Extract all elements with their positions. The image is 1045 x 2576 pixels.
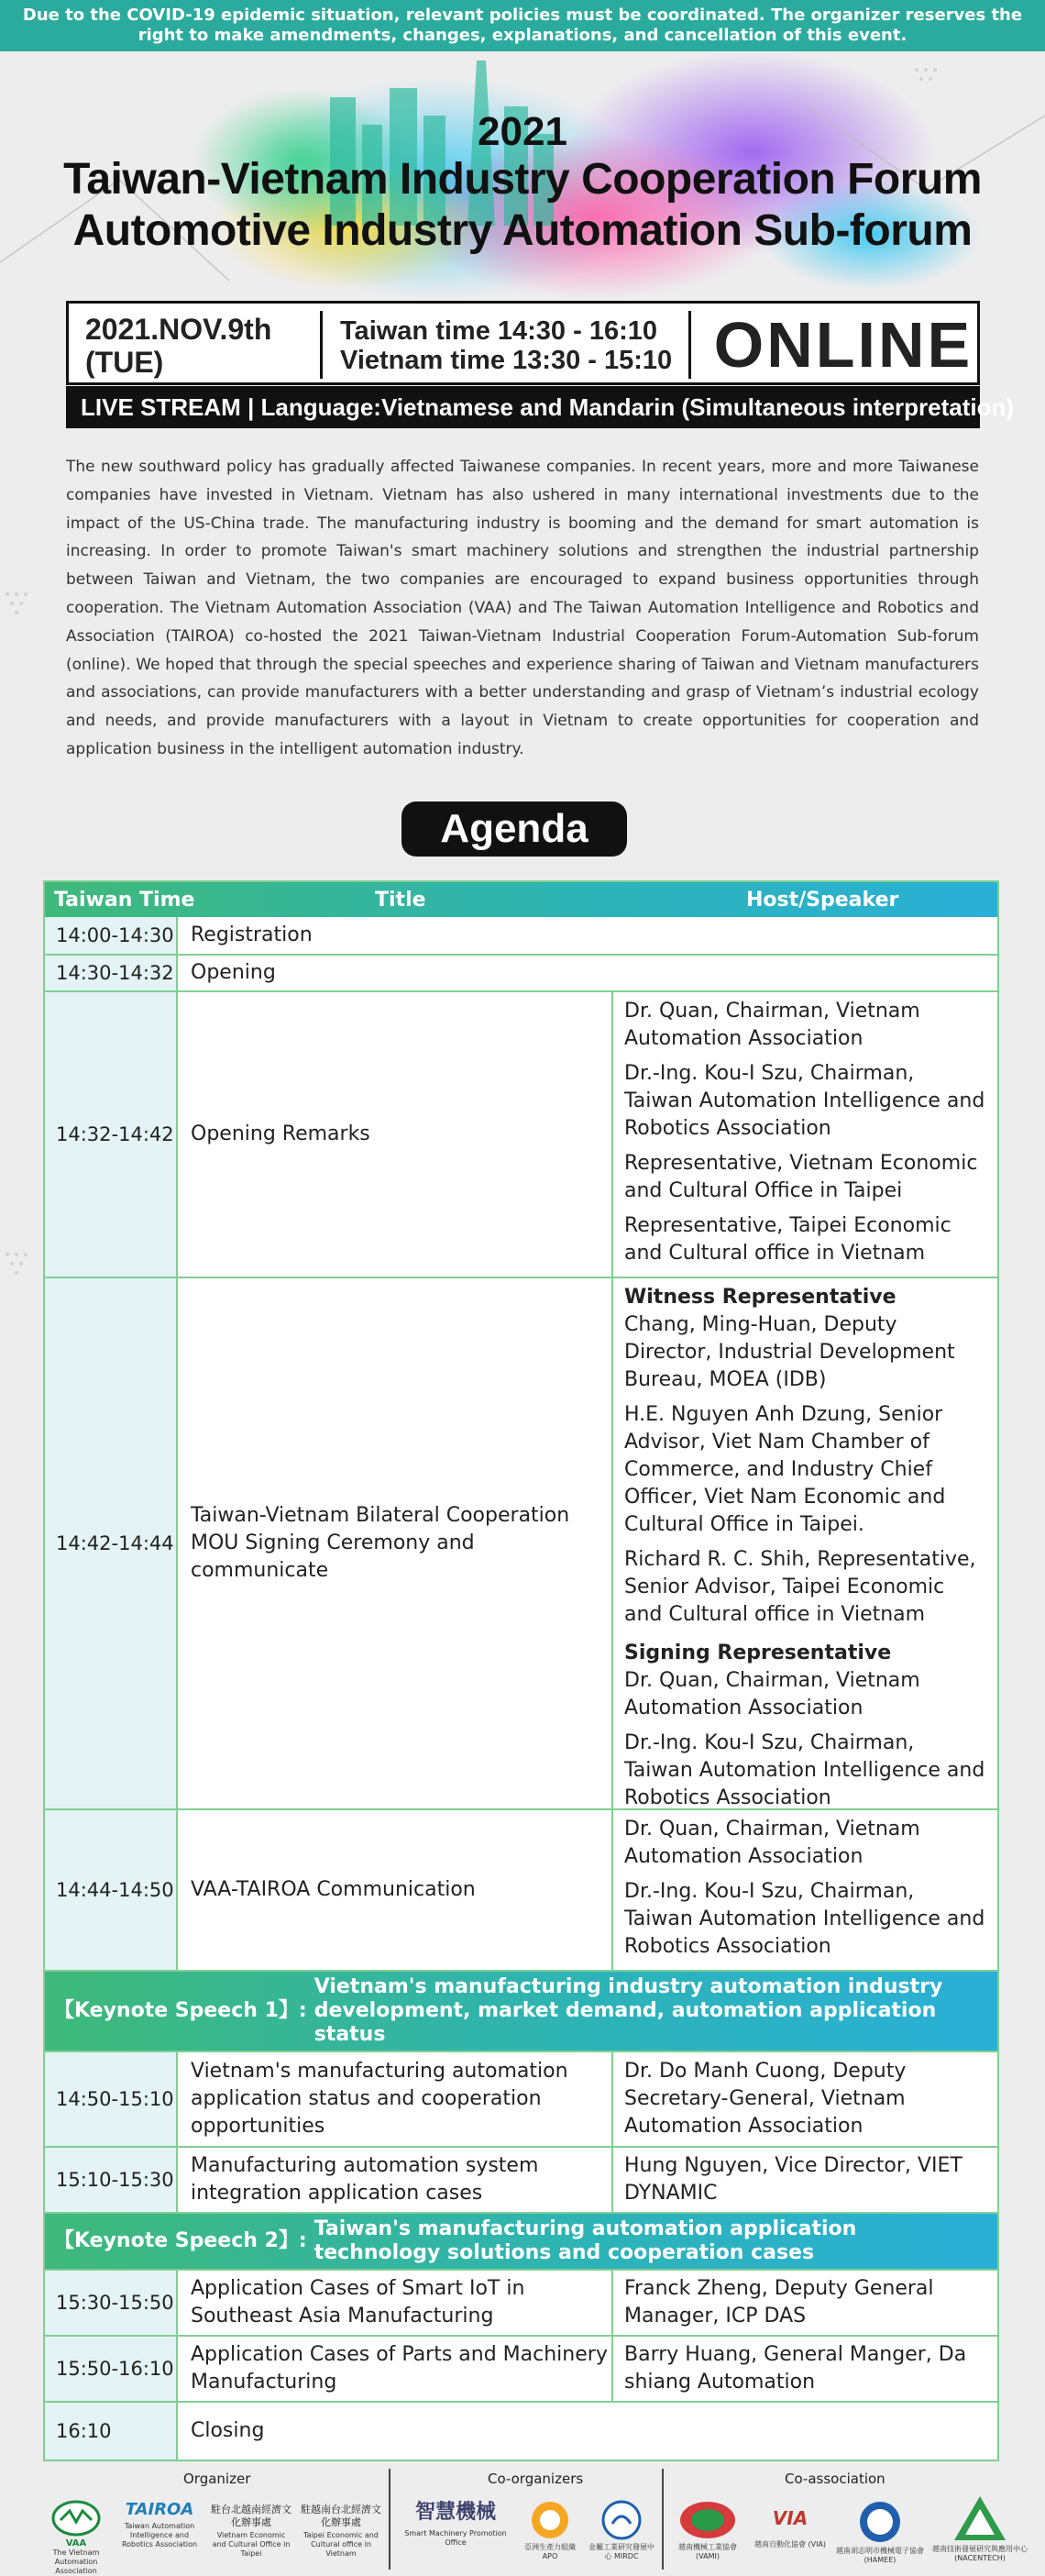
- via-logo: [754, 2500, 827, 2549]
- table-row: [45, 990, 997, 1277]
- mirdc-logo: [587, 2500, 656, 2561]
- speaker: Barry Huang, General Manger, Da shiang Automation: [624, 2343, 967, 2394]
- event-title: [0, 110, 1045, 257]
- row-speakers: [611, 2052, 997, 2146]
- smart-machinery-logo: [398, 2500, 513, 2548]
- table-row: [45, 2269, 997, 2335]
- event-times: [340, 316, 725, 375]
- tairoa-abbr: TAIROA: [125, 2500, 194, 2519]
- agenda-heading: Agenda: [402, 802, 627, 857]
- nacentech-caption: 越南技術發展研究與應用中心 (NACENTECH): [932, 2545, 1028, 2562]
- row-title: Application Cases of Smart IoT in Southeast Asia Manufacturing: [178, 2271, 611, 2335]
- row-title: Taiwan-Vietnam Bilateral Cooperation MOU Signing Ceremony and communicate: [178, 1278, 611, 1808]
- keynote-2-label: 【Keynote Speech 2】:: [54, 2229, 307, 2252]
- speaker: Dr. Quan, Chairman, Vietnam Automation Association: [624, 1669, 920, 1719]
- hamee-caption: 越南胡志明市機械電子協會 (HAMEE): [836, 2547, 924, 2564]
- organizer-title: Organizer: [183, 2471, 251, 2487]
- via-abbr: VIA: [772, 2507, 808, 2529]
- coorganizer-title: Co-organizers: [488, 2471, 584, 2487]
- speaker: Representative, Vietnam Economic and Cultural Office in Taipei: [624, 1152, 978, 1202]
- veco-caption: Vietnam Economic and Cultural Office in Taipei: [212, 2531, 291, 2558]
- vietnam-time: Vietnam time 13:30 - 15:10: [340, 346, 673, 375]
- notice-text: Due to the COVID-19 epidemic situation, relevant policies must be coordinated. The organizer reserves the right to make amendments, changes, explanations, and cancellation of this event.: [22, 6, 1023, 45]
- row-time: 15:10-15:30: [45, 2148, 178, 2212]
- tairoa-caption: Taiwan Automation Intelligence and Robotics Association: [121, 2522, 198, 2548]
- speaker: Dr.-Ing. Kou-I Szu, Chairman, Taiwan Automation Intelligence and Robotics Association: [624, 1062, 985, 1140]
- dot-pattern: [0, 587, 55, 642]
- row-time: 16:10: [45, 2403, 178, 2460]
- row-title: Closing: [178, 2403, 997, 2460]
- keynote-2-banner: [45, 2212, 997, 2269]
- intro-paragraph: The new southward policy has gradually affected Taiwanese companies. In recent years, more and more Taiwanese companies have invested in Vietnam. Vietnam has also ushered in many international investments due to the impact of the US-China trade. The manufacturing industry is booming and the demand for smart automation is increasing. In order to promote Taiwan's smart machinery solutions and strengthen the industrial partnership between Taiwan and Vietnam, the two companies are encouraged to expand business opportunities through cooperation. The Vietnam Automation Association (VAA) and The Taiwan Automation Intelligence and Robotics and Association (TAIROA) co-hosted the 2021 Taiwan-Vietnam Industrial Cooperation Forum-Automation Sub-forum (online). We hoped that through the special speeches and experience sharing of Taiwan and Vietnam manufacturers and associations, can provide manufacturers with a better understanding and grasp of Vietnam’s industrial ecology and needs, and provide manufacturers with a layout in Vietnam to create opportunities for cooperation and application business in the intelligent automation industry.: [66, 458, 979, 758]
- taiwan-time: Taiwan time 14:30 - 16:10: [340, 316, 658, 346]
- row-title: Opening: [178, 956, 997, 990]
- keynote-1-banner: [45, 1970, 997, 2051]
- via-caption: 越南自動化協會 (VIA): [754, 2540, 827, 2548]
- footer-divider: [389, 2469, 390, 2570]
- smart-machinery-caption: Smart Machinery Promotion Office: [404, 2529, 507, 2547]
- row-speakers: [611, 2148, 997, 2212]
- row-time: 14:00-14:30: [45, 917, 178, 954]
- vaa-abbr: VAA: [65, 2538, 87, 2548]
- nacentech-logo: [931, 2494, 1028, 2563]
- teco-caption: Taipei Economic and Cultural office in Vietnam: [303, 2531, 379, 2558]
- apo-logo-icon: [530, 2500, 570, 2540]
- livestream-bar: LIVE STREAM | Language:Vietnamese and Mandarin (Simultaneous interpretation): [66, 386, 980, 428]
- footer-divider: [662, 2469, 664, 2570]
- info-divider: [688, 311, 691, 379]
- row-speakers: [611, 2337, 997, 2401]
- row-title: Vietnam's manufacturing automation application status and cooperation opportunities: [178, 2052, 611, 2146]
- keynote-1-topic: Vietnam's manufacturing industry automation industry development, market demand, automation application status: [314, 1975, 943, 2046]
- table-header: [45, 882, 997, 917]
- table-row: [45, 917, 997, 954]
- teco-abbr: 駐越南台北經濟文化辦事處: [301, 2504, 381, 2528]
- column-title: Title: [375, 889, 426, 912]
- event-date-block: [85, 313, 333, 379]
- hamee-logo: [834, 2500, 926, 2565]
- signing-heading: Signing Representative: [624, 1642, 892, 1664]
- vaa-logo: [46, 2500, 106, 2576]
- speaker: Chang, Ming-Huan, Deputy Director, Industrial Development Bureau, MOEA (IDB): [624, 1313, 955, 1391]
- row-title: Manufacturing automation system integration application cases: [178, 2148, 611, 2212]
- table-row: [45, 1808, 997, 1970]
- event-weekday: (TUE): [85, 346, 164, 379]
- row-title: Registration: [178, 917, 997, 954]
- row-time: 14:44-14:50: [45, 1810, 178, 1970]
- event-info-box: [66, 301, 980, 385]
- online-label: ONLINE: [713, 309, 974, 381]
- speaker: Dr. Do Manh Cuong, Deputy Secretary-General, Vietnam Automation Association: [624, 2060, 907, 2138]
- notice-bar: [0, 0, 1045, 51]
- speaker: H.E. Nguyen Anh Dzung, Senior Advisor, Viet Nam Chamber of Commerce, and Industry Chief Officer, Viet Nam Economic and Cultural Office in Taipei.: [624, 1403, 946, 1536]
- title-line-1: Taiwan-Vietnam Industry Cooperation Forum: [63, 155, 982, 204]
- witness-heading: Witness Representative: [624, 1286, 896, 1309]
- agenda-table: [43, 880, 999, 2461]
- column-speaker: Host/Speaker: [746, 889, 899, 912]
- table-row: [45, 2335, 997, 2401]
- hamee-logo-icon: [858, 2500, 902, 2544]
- row-speakers: [611, 992, 997, 1277]
- mirdc-caption: 金屬工業研究發展中心 MIRDC: [588, 2543, 654, 2560]
- keynote-2-topic: Taiwan's manufacturing automation application technology solutions and cooperation cases: [314, 2217, 857, 2264]
- row-speakers: [611, 1278, 997, 1808]
- row-title: Opening Remarks: [178, 992, 611, 1277]
- speaker: Franck Zheng, Deputy General Manager, ICP DAS: [624, 2277, 934, 2327]
- row-title: Application Cases of Parts and Machinery Manufacturing: [178, 2337, 611, 2401]
- vami-logo: [669, 2500, 746, 2561]
- speaker: Richard R. C. Shih, Representative, Senior Advisor, Taipei Economic and Cultural office in Vietnam: [624, 1548, 976, 1626]
- table-row: [45, 2051, 997, 2146]
- column-time: Taiwan Time: [54, 889, 195, 912]
- row-speakers: [611, 2271, 997, 2335]
- sponsor-footer: [0, 2458, 1045, 2576]
- title-line-2: Automotive Industry Automation Sub-forum: [72, 206, 973, 255]
- vami-caption: 越南機械工業協會 (VAMI): [678, 2543, 737, 2560]
- speaker: Dr.-Ing. Kou-I Szu, Chairman, Taiwan Automation Intelligence and Robotics Association: [624, 1731, 985, 1809]
- table-row: [45, 2146, 997, 2212]
- row-speakers: [611, 1810, 997, 1970]
- tairoa-logo: [116, 2500, 204, 2549]
- coassociation-title: Co-association: [785, 2471, 886, 2487]
- row-time: 14:50-15:10: [45, 2052, 178, 2146]
- title-year: 2021: [478, 109, 567, 154]
- apo-caption: 亞洲生產力組織 APO: [524, 2543, 576, 2560]
- row-time: 15:30-15:50: [45, 2271, 178, 2335]
- vaa-caption: The Vietnam Automation Association: [52, 2548, 100, 2575]
- row-time: 14:42-14:44: [45, 1278, 178, 1808]
- table-row: [45, 954, 997, 990]
- table-row: [45, 1277, 997, 1808]
- keynote-1-label: 【Keynote Speech 1】:: [54, 1999, 307, 2022]
- vami-logo-icon: [678, 2500, 737, 2540]
- teco-logo: [299, 2504, 383, 2559]
- row-time: 14:30-14:32: [45, 956, 178, 990]
- apo-logo: [521, 2500, 579, 2561]
- speaker: Representative, Taipei Economic and Cultural office in Vietnam: [624, 1214, 952, 1265]
- event-date: 2021.NOV.9th: [85, 313, 272, 346]
- veco-logo: [209, 2504, 293, 2559]
- speaker: Dr. Quan, Chairman, Vietnam Automation Association: [624, 1000, 920, 1050]
- row-time: 15:50-16:10: [45, 2337, 178, 2401]
- info-divider: [320, 311, 323, 379]
- mirdc-logo-icon: [601, 2500, 642, 2540]
- row-time: 14:32-14:42: [45, 992, 178, 1277]
- smart-machinery-abbr: 智慧機械: [414, 2501, 496, 2524]
- vaa-logo-icon: [51, 2500, 101, 2537]
- speaker: Dr.-Ing. Kou-I Szu, Chairman, Taiwan Automation Intelligence and Robotics Association: [624, 1880, 985, 1958]
- veco-abbr: 駐台北越南經濟文化辦事處: [211, 2504, 292, 2528]
- table-row: [45, 2401, 997, 2460]
- row-title: VAA-TAIROA Communication: [178, 1810, 611, 1970]
- speaker: Hung Nguyen, Vice Director, VIET DYNAMIC: [624, 2154, 962, 2205]
- speaker: Dr. Quan, Chairman, Vietnam Automation Association: [624, 1818, 920, 1868]
- nacentech-logo-icon: [952, 2494, 1007, 2542]
